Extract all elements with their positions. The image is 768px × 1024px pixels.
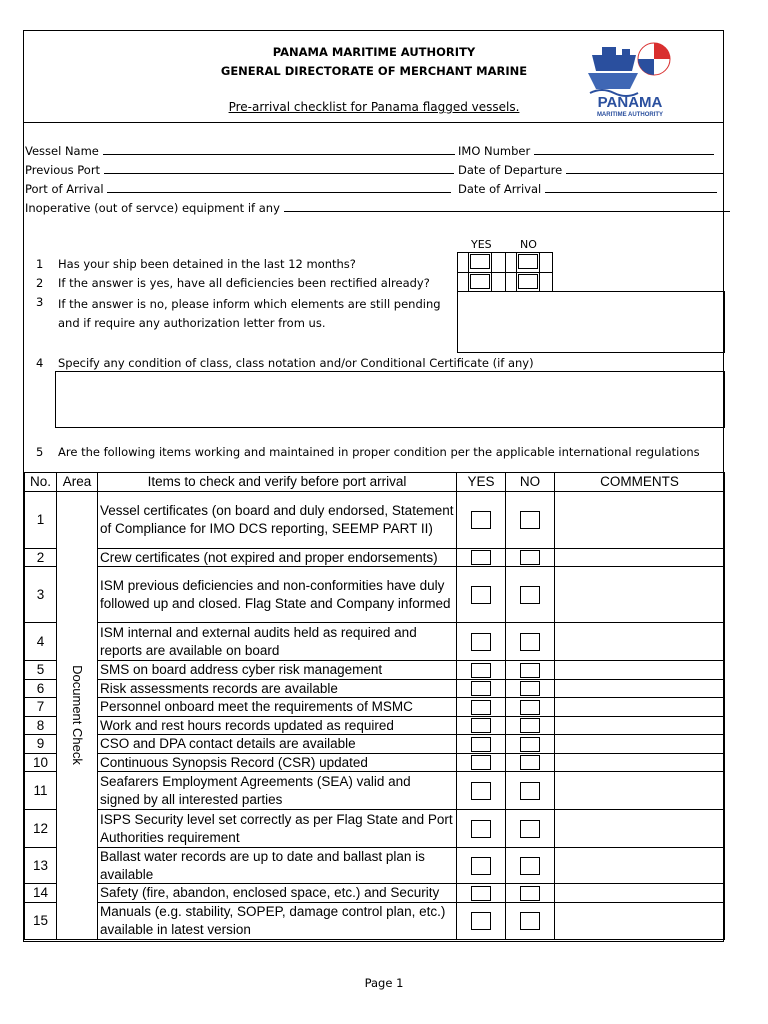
directorate-title: GENERAL DIRECTORATE OF MERCHANT MARINE <box>220 64 528 78</box>
col-header-no: No. <box>25 473 57 492</box>
col-header-yes: YES <box>457 473 506 492</box>
row-number: 1 <box>25 491 57 548</box>
row-no-checkbox[interactable] <box>520 718 540 733</box>
row-number: 6 <box>25 679 57 698</box>
row-no-checkbox[interactable] <box>520 820 540 838</box>
row-no-checkbox[interactable] <box>520 663 540 678</box>
row-comments[interactable] <box>555 884 725 903</box>
row-no-checkbox[interactable] <box>520 886 540 901</box>
row-item: Safety (fire, abandon, enclosed space, etc.) and Security <box>98 884 457 903</box>
row-comments[interactable] <box>555 623 725 661</box>
row-yes-checkbox[interactable] <box>471 511 491 529</box>
q3-answer-box[interactable] <box>457 291 725 353</box>
inoperative-label: Inoperative (out of servce) equipment if any <box>25 201 280 215</box>
row-no-checkbox[interactable] <box>520 681 540 696</box>
authority-title: PANAMA MARITIME AUTHORITY <box>272 45 476 59</box>
q3-text-line2: and if require any authorization letter from us. <box>58 316 326 330</box>
table-row <box>25 810 725 848</box>
row-yes-checkbox[interactable] <box>471 663 491 678</box>
row-comments[interactable] <box>555 679 725 698</box>
row-number: 8 <box>25 716 57 735</box>
arrival-date-row <box>458 181 717 197</box>
row-number: 10 <box>25 753 57 772</box>
q2-text: If the answer is yes, have all deficiencies been rectified already? <box>58 276 430 290</box>
row-item: Crew certificates (not expired and proper endorsements) <box>98 548 457 567</box>
q5-text: Are the following items working and maintained in proper condition per the applicable international regulations <box>58 445 700 459</box>
table-row <box>25 623 725 661</box>
table-row <box>25 735 725 754</box>
area-cell <box>57 491 98 939</box>
q2-no-checkbox[interactable] <box>518 274 538 289</box>
row-yes-checkbox[interactable] <box>471 820 491 838</box>
vessel-name-field[interactable] <box>103 143 455 155</box>
table-row <box>25 548 725 567</box>
port-arrival-label: Port of Arrival <box>25 182 104 196</box>
row-number: 11 <box>25 772 57 810</box>
q-no-header: NO <box>520 238 537 251</box>
row-no-checkbox[interactable] <box>520 755 540 770</box>
row-no-checkbox[interactable] <box>520 700 540 715</box>
imo-number-field[interactable] <box>534 143 714 155</box>
q-yes-header: YES <box>471 238 492 251</box>
table-row <box>25 567 725 623</box>
table-row <box>25 884 725 903</box>
vessel-name-row <box>25 143 455 159</box>
q4-text: Specify any condition of class, class notation and/or Conditional Certificate (if any) <box>58 356 534 370</box>
row-comments[interactable] <box>555 810 725 848</box>
row-no-checkbox[interactable] <box>520 550 540 565</box>
previous-port-label: Previous Port <box>25 163 101 177</box>
q3-number: 3 <box>36 295 44 309</box>
port-arrival-row <box>25 181 451 197</box>
q3-text-line1: If the answer is no, please inform which elements are still pending <box>58 297 441 311</box>
row-number: 15 <box>25 902 57 939</box>
row-number: 5 <box>25 661 57 680</box>
logo-subtext: MARITIME AUTHORITY <box>596 112 664 118</box>
q5-number: 5 <box>36 445 44 459</box>
row-comments[interactable] <box>555 567 725 623</box>
row-item: CSO and DPA contact details are available <box>98 735 457 754</box>
table-header-row <box>25 473 725 492</box>
table-row <box>25 661 725 680</box>
inoperative-row <box>25 200 730 216</box>
row-no-checkbox[interactable] <box>520 782 540 800</box>
q1-yes-checkbox[interactable] <box>470 254 490 269</box>
row-item: Ballast water records are up to date and ballast plan is available <box>98 848 457 884</box>
col-header-comments: COMMENTS <box>555 473 725 492</box>
form-frame <box>23 30 724 942</box>
row-number: 7 <box>25 698 57 717</box>
row-item: Manuals (e.g. stability, SOPEP, damage control plan, etc.) available in latest version <box>98 902 457 939</box>
q1-text: Has your ship been detained in the last 12 months? <box>58 257 356 271</box>
q2-yes-checkbox[interactable] <box>470 274 490 289</box>
page-number: Page 1 <box>364 976 404 990</box>
row-item: Work and rest hours records updated as required <box>98 716 457 735</box>
row-comments[interactable] <box>555 753 725 772</box>
row-item: Continuous Synopsis Record (CSR) updated <box>98 753 457 772</box>
row-yes-checkbox[interactable] <box>471 912 491 930</box>
col-header-area: Area <box>57 473 98 492</box>
row-yes-checkbox[interactable] <box>471 755 491 770</box>
q4-number: 4 <box>36 356 44 370</box>
row-item: Seafarers Employment Agreements (SEA) valid and signed by all interested parties <box>98 772 457 810</box>
row-no-checkbox[interactable] <box>520 511 540 529</box>
row-no-checkbox[interactable] <box>520 857 540 875</box>
row-yes-checkbox[interactable] <box>471 886 491 901</box>
date-departure-label: Date of Departure <box>458 163 563 177</box>
table-row <box>25 679 725 698</box>
table-row <box>25 698 725 717</box>
row-number: 9 <box>25 735 57 754</box>
row-comments[interactable] <box>555 661 725 680</box>
row-yes-checkbox[interactable] <box>471 718 491 733</box>
row-yes-checkbox[interactable] <box>471 550 491 565</box>
col-header-no-answer: NO <box>506 473 555 492</box>
row-number: 3 <box>25 567 57 623</box>
row-yes-checkbox[interactable] <box>471 737 491 752</box>
row-number: 14 <box>25 884 57 903</box>
row-yes-checkbox[interactable] <box>471 857 491 875</box>
imo-row <box>458 143 714 159</box>
previous-port-row <box>25 162 454 178</box>
row-number: 2 <box>25 548 57 567</box>
table-row <box>25 716 725 735</box>
row-item: ISM internal and external audits held as required and reports are available on board <box>98 623 457 661</box>
row-comments[interactable] <box>555 772 725 810</box>
departure-row <box>458 162 724 178</box>
q2-number: 2 <box>36 276 44 290</box>
table-row <box>25 753 725 772</box>
row-number: 4 <box>25 623 57 661</box>
row-item: ISM previous deficiencies and non-conformities have duly followed up and closed. Flag State and Company informed <box>98 567 457 623</box>
table-row <box>25 848 725 884</box>
row-item: SMS on board address cyber risk management <box>98 661 457 680</box>
row-yes-checkbox[interactable] <box>471 633 491 651</box>
row-comments[interactable] <box>555 548 725 567</box>
q4-answer-box[interactable] <box>55 371 725 428</box>
row-number: 13 <box>25 848 57 884</box>
table-row <box>25 491 725 548</box>
row-comments[interactable] <box>555 698 725 717</box>
row-yes-checkbox[interactable] <box>471 681 491 696</box>
logo-text: PANAMA <box>597 94 663 111</box>
q1-no-checkbox[interactable] <box>518 254 538 269</box>
row-no-checkbox[interactable] <box>520 586 540 604</box>
imo-number-label: IMO Number <box>458 144 531 158</box>
area-label: Document Check <box>69 665 85 765</box>
row-yes-checkbox[interactable] <box>471 700 491 715</box>
date-arrival-label: Date of Arrival <box>458 182 542 196</box>
row-comments[interactable] <box>555 716 725 735</box>
col-header-items: Items to check and verify before port arrival <box>98 473 457 492</box>
date-departure-field[interactable] <box>566 162 724 174</box>
row-no-checkbox[interactable] <box>520 737 540 752</box>
previous-port-field[interactable] <box>104 162 454 174</box>
row-number: 12 <box>25 810 57 848</box>
row-yes-checkbox[interactable] <box>471 782 491 800</box>
table-row <box>25 902 725 939</box>
row-item: Vessel certificates (on board and duly endorsed, Statement of Compliance for IMO DCS reporting, SEEMP PART II) <box>98 491 457 548</box>
checklist-title: Pre-arrival checklist for Panama flagged vessels. <box>228 100 520 114</box>
checklist-table <box>24 472 725 940</box>
row-item: ISPS Security level set correctly as per Flag State and Port Authorities requirement <box>98 810 457 848</box>
inoperative-field[interactable] <box>284 200 730 212</box>
row-comments[interactable] <box>555 848 725 884</box>
table-row <box>25 772 725 810</box>
row-no-checkbox[interactable] <box>520 633 540 651</box>
row-comments[interactable] <box>555 491 725 548</box>
port-arrival-field[interactable] <box>107 181 451 193</box>
row-item: Personnel onboard meet the requirements of MSMC <box>98 698 457 717</box>
vessel-name-label: Vessel Name <box>25 144 99 158</box>
date-arrival-field[interactable] <box>545 181 717 193</box>
row-yes-checkbox[interactable] <box>471 586 491 604</box>
row-comments[interactable] <box>555 735 725 754</box>
row-item: Risk assessments records are available <box>98 679 457 698</box>
form-header <box>24 31 723 123</box>
row-no-checkbox[interactable] <box>520 912 540 930</box>
q1-number: 1 <box>36 257 44 271</box>
panama-maritime-logo <box>582 37 678 119</box>
row-comments[interactable] <box>555 902 725 939</box>
